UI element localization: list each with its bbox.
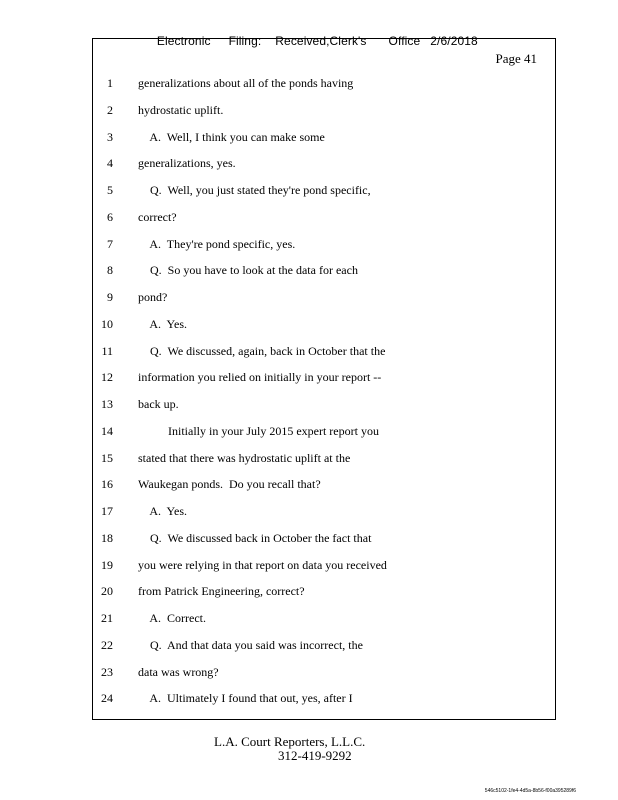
line-number: 10 <box>101 316 113 331</box>
line-number: 23 <box>101 664 113 679</box>
filing-stamp-word: Filing: <box>228 34 262 48</box>
line-number: 24 <box>101 691 113 706</box>
filing-stamp-word: Electronic <box>156 34 211 48</box>
line-text: correct? <box>138 209 177 224</box>
line-number: 20 <box>101 584 113 599</box>
line-text: Waukegan ponds. Do you recall that? <box>138 477 321 492</box>
line-number: 4 <box>107 156 113 171</box>
court-reporter-name: L.A. Court Reporters, L.L.C. <box>214 734 366 749</box>
filing-stamp-word: Office <box>388 34 421 48</box>
transcript-line <box>93 637 533 653</box>
line-text: data was wrong? <box>138 664 219 679</box>
line-number: 5 <box>107 183 113 197</box>
line-text: A. Ultimately I found that out, yes, after I <box>138 691 353 706</box>
line-text: hydrostatic uplift. <box>138 102 224 117</box>
court-reporter-phone: 312-419-9292 <box>278 748 352 763</box>
line-text: A. Well, I think you can make some <box>138 129 325 144</box>
line-text: A. Correct. <box>138 611 206 625</box>
line-number: 7 <box>107 236 113 251</box>
line-text: back up. <box>138 397 179 411</box>
transcript-line <box>93 557 533 573</box>
line-number: 13 <box>101 397 113 411</box>
line-text: Q. So you have to look at the data for each <box>138 263 358 278</box>
line-text: you were relying in that report on data you received <box>138 557 387 572</box>
line-text: A. They're pond specific, yes. <box>138 236 296 251</box>
line-text: Q. We discussed back in October the fact that <box>138 530 372 545</box>
transcript-line <box>93 423 533 439</box>
line-number: 18 <box>101 530 113 545</box>
line-text: stated that there was hydrostatic uplift at the <box>138 450 351 465</box>
line-number: 8 <box>107 263 113 278</box>
page-number-label: Page 41 <box>495 51 537 66</box>
transcript-line <box>93 610 533 626</box>
transcript-line <box>93 583 533 599</box>
transcript-line <box>93 155 533 171</box>
transcript-line <box>93 75 533 91</box>
line-number: 17 <box>101 504 113 518</box>
line-text: Initially in your July 2015 expert report you <box>138 423 379 438</box>
transcript-line <box>93 664 533 680</box>
line-number: 1 <box>107 76 113 90</box>
line-text: A. Yes. <box>138 316 188 331</box>
line-text: Q. Well, you just stated they're pond specific, <box>138 183 371 197</box>
transcript-line <box>93 129 533 145</box>
line-number: 15 <box>101 450 113 465</box>
line-number: 16 <box>101 477 113 492</box>
filing-stamp-word: Received,Clerk's <box>275 34 367 48</box>
line-text: from Patrick Engineering, correct? <box>138 584 305 599</box>
transcript-line <box>93 343 533 359</box>
line-number: 22 <box>101 637 113 652</box>
filing-stamp-date: 2/6/2018 <box>430 34 478 48</box>
transcript-line <box>93 289 533 305</box>
line-text: Q. We discussed, again, back in October that the <box>138 343 386 358</box>
transcript-lines <box>93 39 555 719</box>
transcript-line <box>93 476 533 492</box>
transcript-line <box>93 209 533 225</box>
line-number: 12 <box>101 370 113 385</box>
transcript-line <box>93 316 533 332</box>
transcript-page-frame <box>92 38 556 720</box>
line-number: 9 <box>107 290 113 304</box>
line-text: generalizations about all of the ponds having <box>138 76 354 90</box>
transcript-line <box>93 369 533 385</box>
transcript-line <box>93 102 533 118</box>
transcript-line <box>93 262 533 278</box>
line-text: Q. And that data you said was incorrect, the <box>138 637 363 652</box>
transcript-line <box>93 690 533 706</box>
line-number: 3 <box>107 129 113 144</box>
line-text: pond? <box>138 290 168 304</box>
line-text: information you relied on initially in your report -- <box>138 370 382 385</box>
transcript-line <box>93 236 533 252</box>
line-number: 2 <box>107 102 113 117</box>
line-number: 14 <box>101 423 113 438</box>
transcript-line <box>93 396 533 412</box>
transcript-line <box>93 182 533 198</box>
line-text: generalizations, yes. <box>138 156 236 171</box>
line-text: A. Yes. <box>138 504 188 518</box>
document-id: 546c5102-1fe4-4d5a-8b56-f00a395289f6 <box>484 788 576 794</box>
line-number: 11 <box>101 343 113 358</box>
line-number: 21 <box>101 611 113 625</box>
line-number: 19 <box>101 557 113 572</box>
transcript-line <box>93 450 533 466</box>
transcript-line <box>93 530 533 546</box>
transcript-line <box>93 503 533 519</box>
line-number: 6 <box>107 209 113 224</box>
